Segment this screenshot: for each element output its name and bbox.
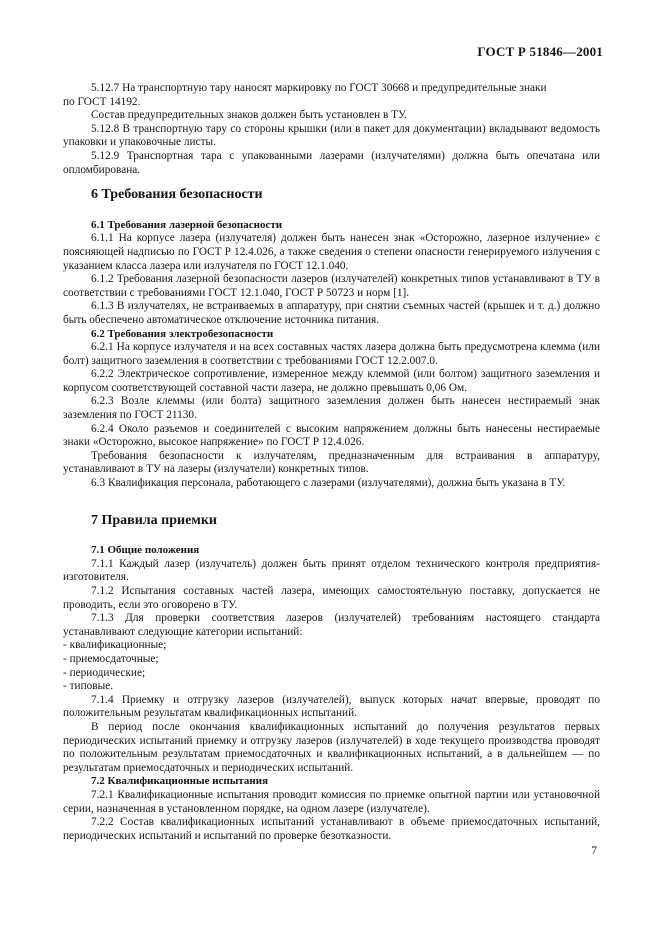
paragraph-6-2-4-note: Требования безопасности к излучателям, предназначенным для встраивания в аппаратуру, устанавливают в ТУ на лазеры (излучатели) конкретных типов.: [63, 449, 600, 476]
list-item: - типовые.: [63, 680, 114, 693]
list-item: - приемосдаточные;: [63, 652, 159, 665]
paragraph-7-2-2: 7.2.2 Состав квалификационных испытаний устанавливают в объеме приемосдаточных испытаний, периодических испытаний и испытаний по проверке безотказности.: [63, 816, 600, 842]
document-body: [63, 82, 600, 843]
section-7-heading: 7 Правила приемки: [91, 512, 217, 528]
subsection-6-1-heading: 6.1 Требования лазерной безопасности: [91, 218, 283, 231]
paragraph-7-1-2: 7.1.2 Испытания составных частей лазера, имеющих самостоятельную поставку, допускается не проводить, если это оговорено в ТУ.: [63, 585, 600, 611]
paragraph-5-12-7: 5.12.7 На транспортную тару наносят маркировку по ГОСТ 30668 и предупредительные знаки: [91, 82, 547, 94]
section-6-heading: 6 Требования безопасности: [91, 187, 263, 203]
list-item: - квалификационные;: [63, 639, 167, 652]
paragraph-7-1-1: 7.1.1 Каждый лазер (излучатель) должен быть принят отделом технического контроля предприятия-изготовителя.: [63, 557, 600, 584]
paragraph-6-2-2: 6.2.2 Электрическое сопротивление, измеренное между клеммой (или болтом) защитного заземления и корпусом соответствующей составной части лазера, не должно превышать 0,06 Ом.: [63, 368, 600, 394]
paragraph-6-2-3: 6.2.3 Возле клеммы (или болта) защитного заземления должен быть нанесен нестираемый знак заземления по ГОСТ 21130.: [63, 395, 600, 422]
paragraph-7-1-4: 7.1.4 Приемку и отгрузку лазеров (излучателей), выпуск которых начат впервые, проводят по положительным результатам квалификационных испытаний.: [63, 693, 600, 720]
paragraph-6-1-1: 6.1.1 На корпусе лазера (излучателя) должен быть нанесен знак «Осторожно, лазерное излучение» с поясняющей надписью по ГОСТ Р 12.4.026, а также сведения о степени опасности генерируемого излучения с указанием класса лазера или излучателя по ГОСТ 12.1.040.: [63, 232, 600, 272]
paragraph-5-12-7-note: Состав предупредительных знаков должен быть установлен в ТУ.: [91, 109, 407, 122]
paragraph-6-1-2: 6.1.2 Требования лазерной безопасности лазеров (излучателей) конкретных типов устанавливают в ТУ в соответствии с требованиями ГОСТ 12.1.040, ГОСТ Р 50723 и норм [1].: [63, 273, 600, 299]
paragraph-7-2-1: 7.2.1 Квалификационные испытания проводит комиссия по приемке опытной партии или установочной серии, назначенная в установленном порядке, на одном лазере (излучателе).: [63, 788, 600, 815]
paragraph-6-2-4: 6.2.4 Около разъемов и соединителей с высоким напряжением должны быть нанесены нестираемые знаки «Осторожно, высокое напряжение» по ГОСТ Р 12.4.026.: [63, 422, 600, 449]
subsection-7-2-heading: 7.2 Квалификационные испытания: [91, 775, 269, 788]
paragraph-7-1-4-note: В период после окончания квалификационных испытаний до получения результатов первых периодических испытаний приемку и отгрузку лазеров (излучателей) в ходе текущего производства проводят по положительным результатам приемосдаточных и квалификационных испытаний, а в дальнейшем — по результатам приемосдаточных и периодических испытаний.: [63, 720, 600, 774]
paragraph-5-12-9: 5.12.9 Транспортная тара с упакованными лазерами (излучателями) должна быть опечатана или опломбирована.: [63, 149, 600, 176]
subsection-7-1-heading: 7.1 Общие положения: [91, 544, 200, 557]
paragraph-7-1-3: 7.1.3 Для проверки соответствия лазеров (излучателей) требованиям настоящего стандарта устанавливают следующие категории испытаний:: [63, 612, 600, 638]
paragraph-6-3: 6.3 Квалификация персонала, работающего с лазерами (излучателями), должна быть указана в ТУ.: [91, 477, 566, 490]
paragraph-5-12-8: 5.12.8 В транспортную тару со стороны крышки (или в пакет для документации) вкладывают ведомость упаковки и упаковочные листы.: [63, 122, 600, 149]
page-number: 7: [591, 845, 597, 857]
subsection-6-2-heading: 6.2 Требования электробезопасности: [91, 327, 274, 340]
paragraph-5-12-7-cont: по ГОСТ 14192.: [63, 95, 141, 108]
list-item: - периодические;: [63, 666, 146, 679]
paragraph-6-2-1: 6.2.1 На корпусе излучателя и на всех составных частях лазера должна быть предусмотрена клемма (или болт) защитного заземления в соответствии с требованиями ГОСТ 12.2.007.0.: [63, 341, 600, 367]
standard-header: ГОСТ Р 51846—2001: [477, 44, 603, 59]
paragraph-6-1-3: 6.1.3 В излучателях, не встраиваемых в аппаратуру, при снятии съемных частей (крышек и т. д.) должно быть обеспечено автоматическое отключение источника питания.: [63, 300, 600, 326]
